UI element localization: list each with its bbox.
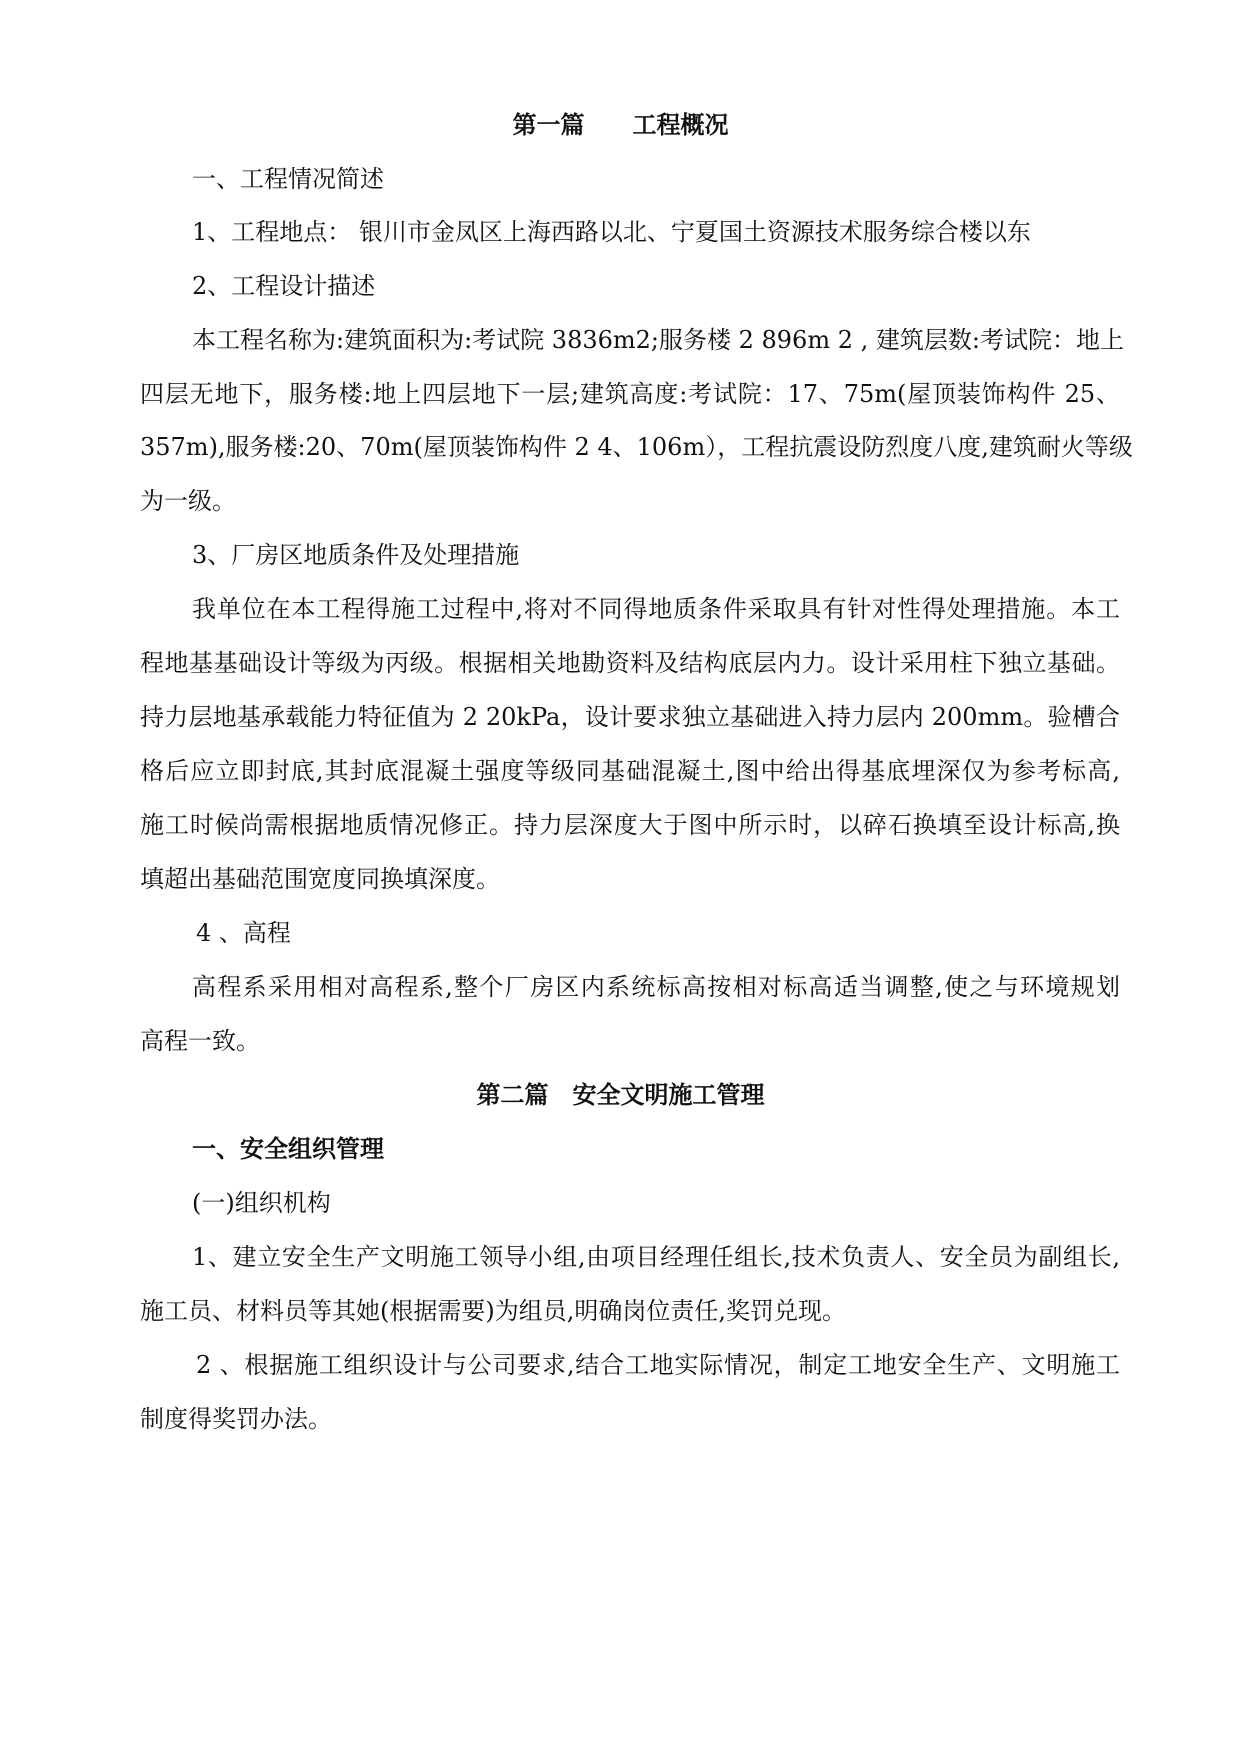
paragraph-line: 填超出基础范围宽度同换填深度。: [140, 865, 500, 893]
project-location: 1、工程地点： 银川市金凤区上海西路以北、宁夏国土资源技术服务综合楼以东: [192, 218, 1031, 246]
paragraph-line: 格后应立即封底,其封底混凝土强度等级同基础混凝土,图中给出得基底埋深仅为参考标高,: [140, 757, 1120, 785]
paragraph-line: 施工时候尚需根据地质情况修正。持力层深度大于图中所示时，以碎石换填至设计标高,换: [140, 811, 1120, 839]
item-heading: 4 、高程: [196, 919, 291, 947]
paragraph-line: 1、建立安全生产文明施工领导小组,由项目经理任组长,技术负责人、安全员为副组长,: [192, 1243, 1120, 1271]
paragraph-line: 程地基基础设计等级为丙级。根据相关地勘资料及结构底层内力。设计采用柱下独立基础。: [140, 649, 1120, 677]
paragraph-line: 制度得奖罚办法。: [140, 1405, 332, 1433]
paragraph-line: 高程一致。: [140, 1027, 260, 1055]
paragraph-line: 357m),服务楼:20、70m(屋顶装饰构件 2 4、106m），工程抗震设防烈度八度,建筑耐火等级: [140, 433, 1133, 461]
section-heading: 一、工程情况简述: [192, 165, 384, 193]
item-heading: 3、厂房区地质条件及处理措施: [192, 541, 520, 569]
paragraph-line: 高程系采用相对高程系,整个厂房区内系统标高按相对标高适当调整,使之与环境规划: [192, 973, 1120, 1001]
paragraph-line: 2 、根据施工组织设计与公司要求,结合工地实际情况，制定工地安全生产、文明施工: [196, 1351, 1120, 1379]
part2-title: 第二篇 安全文明施工管理: [476, 1080, 765, 1109]
paragraph-line: 四层无地下，服务楼:地上四层地下一层;建筑高度:考试院：17、75m(屋顶装饰构件 25、: [140, 380, 1120, 408]
paragraph-line: 持力层地基承载能力特征值为 2 20kPa，设计要求独立基础进入持力层内 200mm。验槽合: [140, 703, 1120, 731]
paragraph-line: 本工程名称为:建筑面积为:考试院 3836m2;服务楼 2 896m 2 , 建筑层数:考试院：地上: [192, 326, 1124, 354]
item-heading: 2、工程设计描述: [192, 272, 376, 300]
section-heading: 一、安全组织管理: [192, 1134, 384, 1163]
paragraph-line: 为一级。: [140, 487, 236, 515]
paragraph-line: 施工员、材料员等其她(根据需要)为组员,明确岗位责任,奖罚兑现。: [140, 1297, 846, 1325]
part1-title: 第一篇 工程概况: [512, 110, 729, 139]
paragraph-line: 我单位在本工程得施工过程中,将对不同得地质条件采取具有针对性得处理措施。本工: [192, 595, 1120, 623]
sub-heading: (一)组织机构: [192, 1189, 331, 1217]
